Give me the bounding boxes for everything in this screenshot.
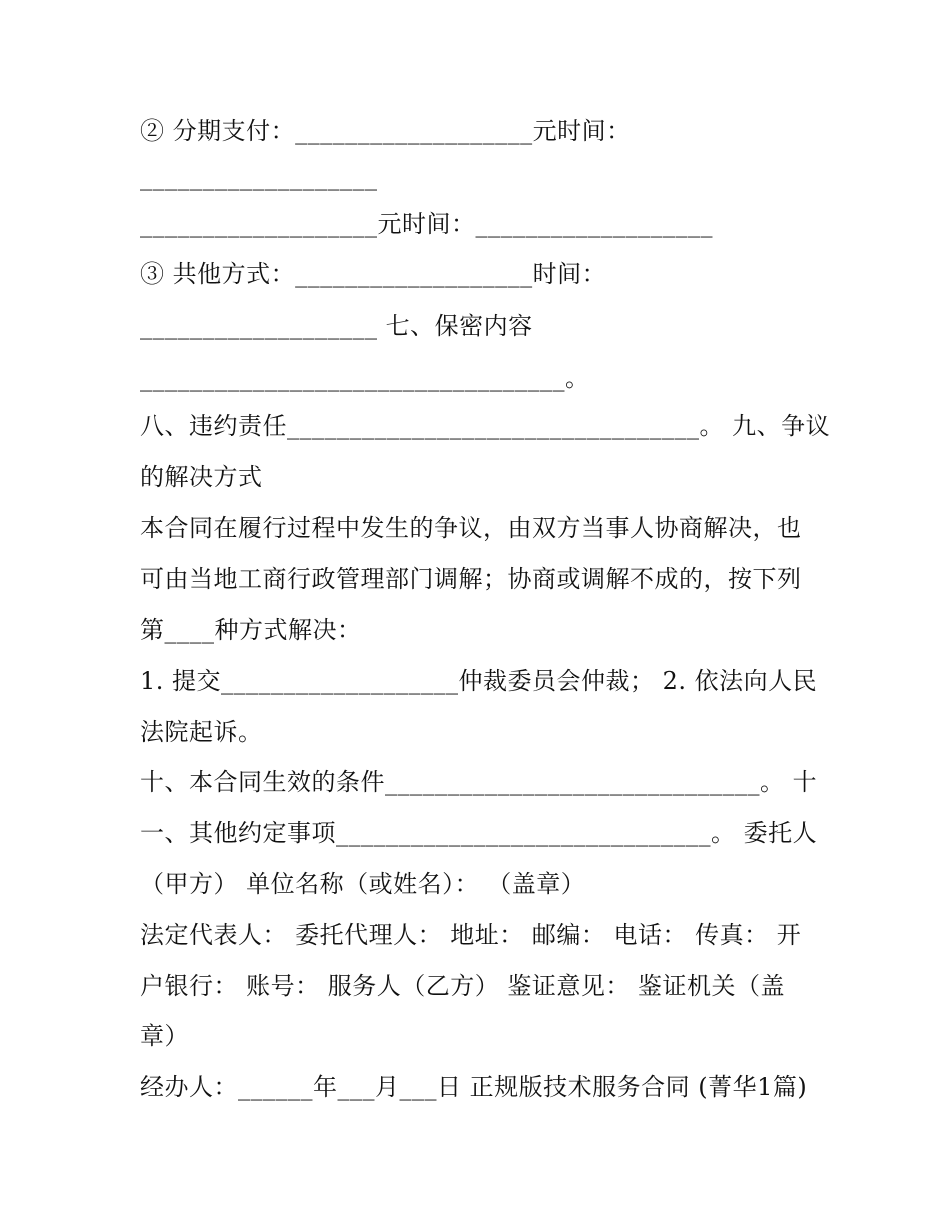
text-line: 可由当地工商行政管理部门调解；协商或调解不成的，按下列 bbox=[140, 565, 802, 593]
text-line: 法定代表人： 委托代理人： 地址： 邮编： 电话： 传真： 开 bbox=[140, 921, 802, 949]
text-line: 一、其他约定事项______________________________。 委托人 bbox=[140, 819, 818, 847]
text-line: ___________________ bbox=[140, 163, 378, 191]
text-line: 十、本合同生效的条件______________________________。 十 bbox=[140, 768, 818, 796]
text-line: ___________________元时间：___________________ bbox=[140, 210, 713, 238]
text-line: ② 分期支付：___________________元时间： bbox=[140, 117, 631, 145]
text-line: 法院起诉。 bbox=[140, 718, 263, 746]
text-line: __________________________________。 bbox=[140, 364, 590, 392]
text-line: 1. 提交___________________仲裁委员会仲裁； 2. 依法向人民 bbox=[140, 667, 818, 695]
text-line: 经办人：______年___月___日 正规版技术服务合同 (菁华1篇) bbox=[140, 1073, 808, 1101]
text-line: （甲方） 单位名称（或姓名）： （盖章） bbox=[140, 870, 586, 898]
text-line: 本合同在履行过程中发生的争议，由双方当事人协商解决，也 bbox=[140, 514, 802, 542]
text-line: 户银行： 账号： 服务人（乙方） 鉴证意见： 鉴证机关（盖 bbox=[140, 972, 786, 1000]
text-line: 八、违约责任_________________________________。 九、争议 bbox=[140, 412, 831, 440]
text-line: 章） bbox=[140, 1022, 189, 1050]
text-line: 的解决方式 bbox=[140, 463, 263, 491]
text-line: 第____种方式解决： bbox=[140, 616, 362, 644]
text-line: ③ 共他方式：___________________时间： bbox=[140, 260, 607, 288]
text-line: ___________________ 七、保密内容 bbox=[140, 312, 533, 340]
